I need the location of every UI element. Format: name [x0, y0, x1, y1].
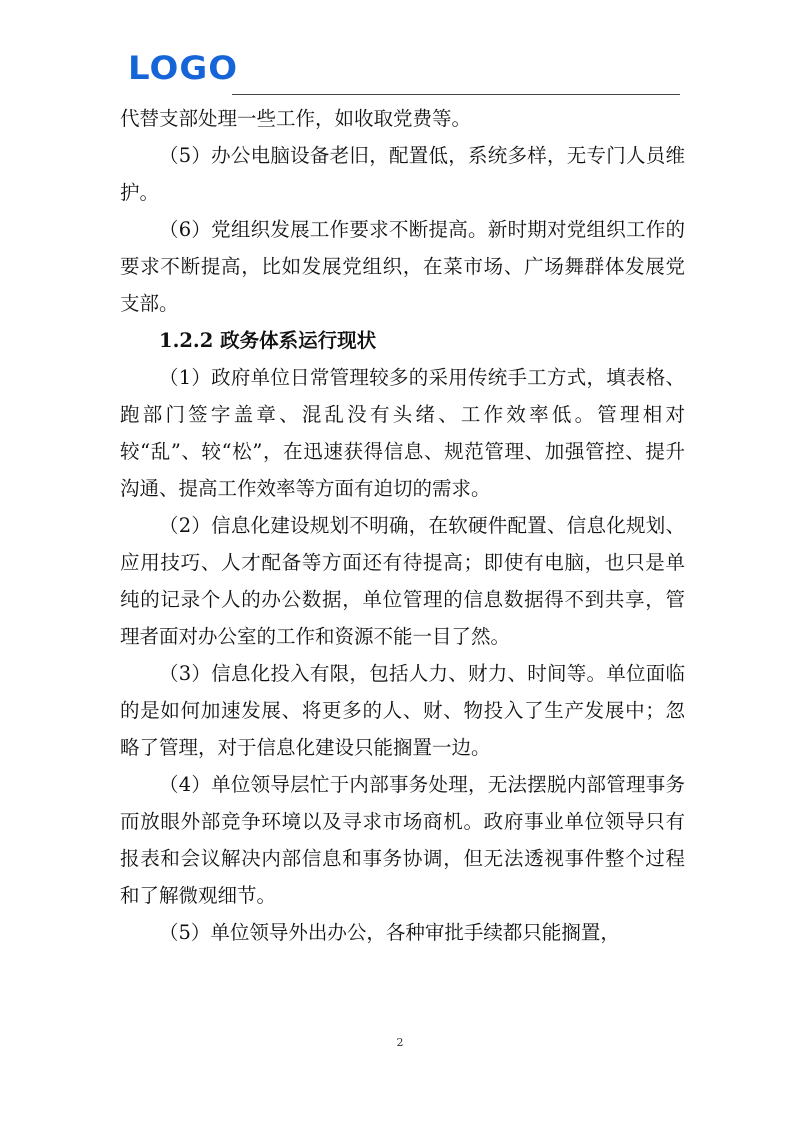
- paragraph-item-4-leadership: （4）单位领导层忙于内部事务处理，无法摆脱内部管理事务而放眼外部竞争环境以及寻求市场商机。政府事业单位领导只有报表和会议解决内部信息和事务协调，但无法透视事件整个过程和了解微观细节。: [120, 773, 685, 907]
- paragraph-item-5-remote-approval: （5）单位领导外出办公，各种审批手续都只能搁置，: [159, 921, 620, 944]
- section-heading: 1.2.2 政务体系运行现状: [159, 329, 377, 352]
- paragraph-item-5-equipment: （5）办公电脑设备老旧，配置低，系统多样，无专门人员维护。: [120, 144, 685, 204]
- paragraph-item-2-planning: （2）信息化建设规划不明确，在软硬件配置、信息化规划、应用技巧、人才配备等方面还有待提高；即使有电脑，也只是单纯的记录个人的办公数据，单位管理的信息数据得不到共享，管理者面对办公室的工作和资源不能一目了然。: [120, 514, 685, 648]
- logo: LOGO: [128, 49, 239, 87]
- paragraph-item-3-investment: （3）信息化投入有限，包括人力、财力、时间等。单位面临的是如何加速发展、将更多的人、财、物投入了生产发展中；忽略了管理，对于信息化建设只能搁置一边。: [120, 662, 685, 759]
- paragraph-item-1-manual-management: （1）政府单位日常管理较多的采用传统手工方式，填表格、跑部门签字盖章、混乱没有头绪、工作效率低。管理相对较“乱”、较“松”，在迅速获得信息、规范管理、加强管控、提升沟通、提高工作效率等方面有迫切的需求。: [120, 366, 685, 500]
- paragraph-item-6-party-organization: （6）党组织发展工作要求不断提高。新时期对党组织工作的要求不断提高，比如发展党组织，在菜市场、广场舞群体发展党支部。: [120, 218, 685, 315]
- document-body: [120, 100, 685, 951]
- paragraph-continuation: 代替支部处理一些工作，如收取党费等。: [120, 107, 472, 130]
- header-divider: [232, 94, 680, 95]
- page-number: 2: [396, 1036, 404, 1049]
